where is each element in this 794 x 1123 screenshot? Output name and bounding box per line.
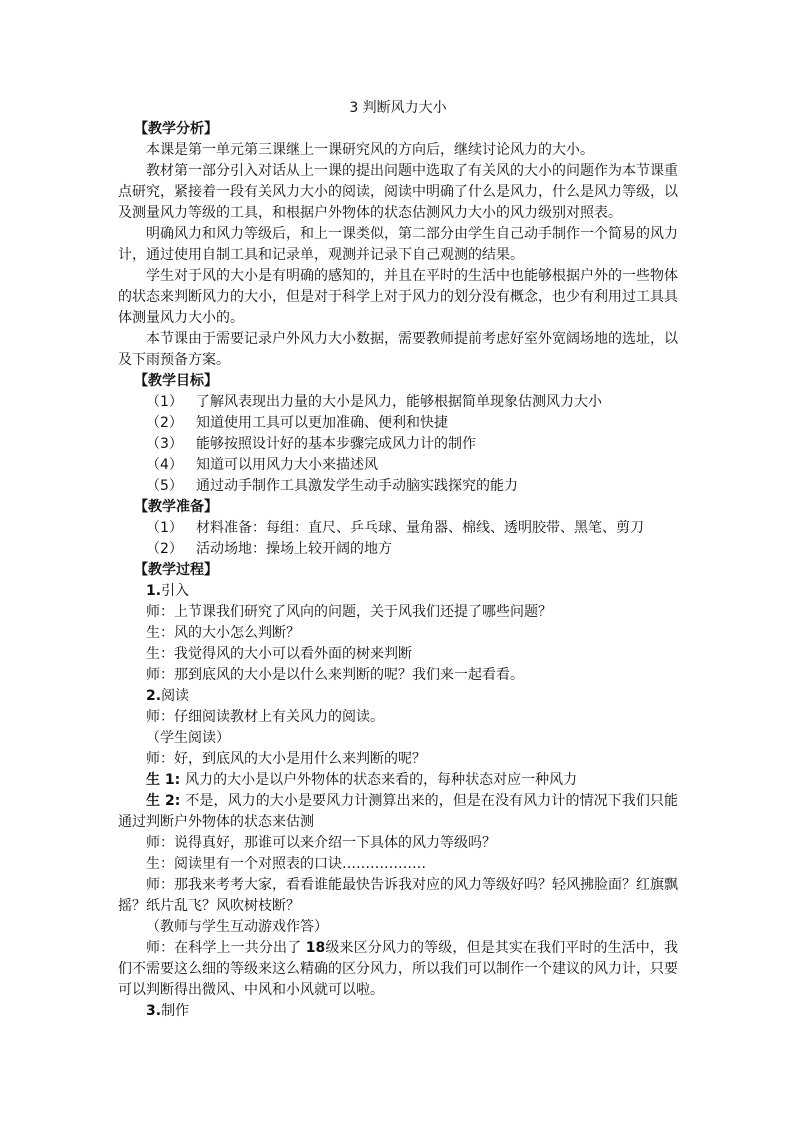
preparation-number: （2） (146, 541, 183, 557)
step-label: 引入 (161, 583, 190, 599)
analysis-heading: 【教学分析】 (134, 121, 218, 137)
dialogue-line (118, 770, 678, 791)
objective-text: 通过动手制作工具激发学生动手动脑实践探究的能力 (196, 478, 518, 494)
objective-text: 知道可以用风力大小来描述风 (196, 457, 378, 473)
objective-item (118, 392, 678, 413)
objective-number: （2） (146, 415, 183, 431)
dialogue-line: 师：那到底风的大小是以什么来判断的呢？我们来一起看看。 (146, 667, 524, 683)
dialogue-line: 生：阅读里有一个对照表的口诀……………… (146, 856, 426, 872)
step-heading-intro (118, 581, 678, 602)
step-heading-making (118, 1001, 678, 1022)
preparation-item (118, 518, 678, 539)
speaker-text: 不是，风力的大小是要风力计测算出来的，但是在没有风力计的情况下我们只能通过判断户外物体的状态来估测 (118, 793, 678, 830)
preparation-text: 材料准备：每组：直尺、乒乓球、量角器、棉线、透明胶带、黑笔、剪刀 (196, 520, 644, 536)
objective-number: （4） (146, 457, 183, 473)
objectives-heading: 【教学目标】 (134, 373, 218, 389)
preparation-text: 活动场地：操场上较开阔的地方 (196, 541, 392, 557)
analysis-paragraph: 学生对于风的大小是有明确的感知的，并且在平时的生活中也能够根据户外的一些物体的状态来判断风力的大小，但是对于科学上对于风力的划分没有概念，也少有利用过工具具体测量风力大小的。 (118, 268, 678, 326)
analysis-paragraph: 本节课由于需要记录户外风力大小数据，需要教师提前考虑好室外宽阔场地的选址，以及下雨预备方案。 (118, 331, 678, 368)
dialogue-line: 师：说得真好，那谁可以来介绍一下具体的风力等级吗？ (146, 835, 496, 851)
conclusion-text: 师：在科学上一共分出了 (146, 940, 306, 956)
dialogue-line: （教师与学生互动游戏作答） (146, 919, 328, 935)
preparation-item (118, 539, 678, 560)
objective-item (118, 455, 678, 476)
conclusion-text: 级来区分风力的等级，但是其实在我们平时的生活中，我们不需要这么细的等级来这么精确的区分风力，所以我们可以制作一个建议的风力计，只要可以判断得出微风、中风和小风就可以啦。 (118, 940, 679, 998)
dialogue-line: 师：仔细阅读教材上有关风力的阅读。 (146, 709, 384, 725)
speaker-text: 风力的大小是以户外物体的状态来看的，每种状态对应一种风力 (185, 772, 578, 788)
dialogue-line: 生：我觉得风的大小可以看外面的树来判断 (146, 646, 412, 662)
dialogue-line: 生：风的大小怎么判断？ (146, 625, 300, 641)
objective-text: 了解风表现出力量的大小是风力，能够根据简单现象估测风力大小 (196, 394, 602, 410)
speaker-label: 生 1: (146, 772, 186, 788)
process-heading: 【教学过程】 (134, 562, 218, 578)
dialogue-line: 师：好，到底风的大小是用什么来判断的呢？ (146, 751, 426, 767)
objective-item (118, 434, 678, 455)
conclusion-number: 18 (305, 940, 326, 956)
objective-number: （1） (146, 394, 183, 410)
objective-item (118, 476, 678, 497)
analysis-paragraph: 明确风力和风力等级后，和上一课类似，第二部分由学生自己动手制作一个简易的风力计，通过使用自制工具和记录单，观测并记录下自己观测的结果。 (118, 226, 678, 263)
preparation-heading: 【教学准备】 (134, 499, 218, 515)
objective-text: 能够按照设计好的基本步骤完成风力计的制作 (196, 436, 476, 452)
dialogue-line (118, 791, 678, 833)
objective-item (118, 413, 678, 434)
step-number: 2. (146, 688, 162, 704)
preparation-number: （1） (146, 520, 183, 536)
dialogue-line: 师：那我来考考大家，看看谁能最快告诉我对应的风力等级好吗？轻风拂脸面？红旗飘摇？纸片乱飞？风吹树枝断？ (118, 877, 678, 914)
dialogue-line: （学生阅读） (146, 730, 230, 746)
lesson-plan (118, 98, 678, 1022)
dialogue-line: 师：上节课我们研究了风向的问题，关于风我们还提了哪些问题？ (146, 604, 552, 620)
step-label: 制作 (161, 1003, 190, 1019)
objective-number: （3） (146, 436, 183, 452)
analysis-paragraph: 教材第一部分引入对话从上一课的提出问题中选取了有关风的大小的问题作为本节课重点研究，紧接着一段有关风力大小的阅读，阅读中明确了什么是风力，什么是风力等级，以及测量风力等级的工具，和根据户外物体的状态估测风力大小的风力级别对照表。 (118, 163, 678, 221)
objective-text: 知道使用工具可以更加准确、便利和快捷 (196, 415, 448, 431)
dialogue-line (118, 938, 678, 1001)
step-number: 1. (146, 583, 162, 599)
speaker-label: 生 2: (146, 793, 186, 809)
page-title: 3 判断风力大小 (349, 100, 447, 116)
objective-number: （5） (146, 478, 183, 494)
step-label: 阅读 (161, 688, 190, 704)
step-number: 3. (146, 1003, 162, 1019)
step-heading-reading (118, 686, 678, 707)
analysis-paragraph: 本课是第一单元第三课继上一课研究风的方向后，继续讨论风力的大小。 (146, 142, 594, 158)
